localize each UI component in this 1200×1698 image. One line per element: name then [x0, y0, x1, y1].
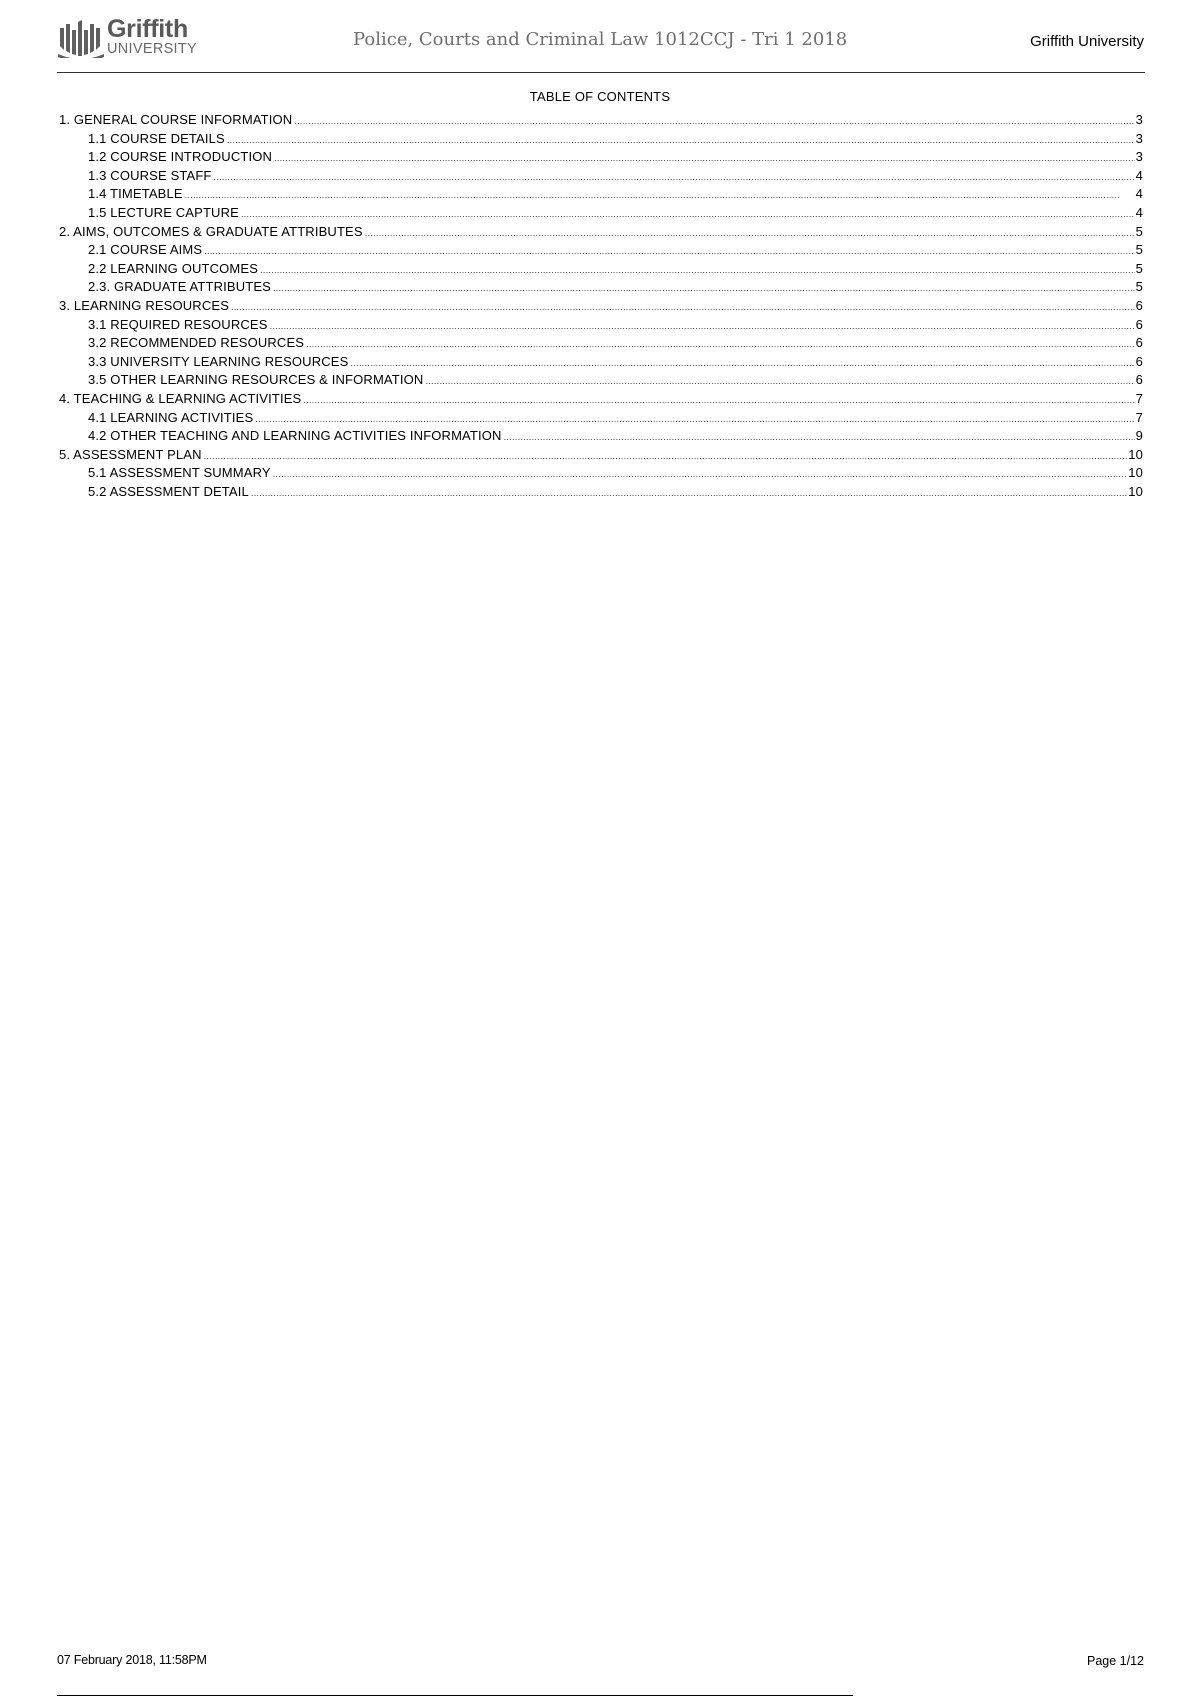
- toc-entry-label: 4.2 OTHER TEACHING AND LEARNING ACTIVITIES INFORMATION: [88, 428, 502, 444]
- toc-entry-label: 2.1 COURSE AIMS: [88, 242, 203, 258]
- toc-entry-page-number: 3: [1135, 130, 1143, 146]
- toc-subsection-entry[interactable]: [88, 261, 1143, 277]
- toc-entry-page-number: 5: [1135, 279, 1143, 295]
- toc-subsection-entry[interactable]: [88, 335, 1143, 351]
- toc-entry-label: 3.1 REQUIRED RESOURCES: [88, 316, 268, 332]
- toc-section-entry[interactable]: [59, 447, 1143, 463]
- toc-entry-label: 4. TEACHING & LEARNING ACTIVITIES: [59, 391, 302, 406]
- toc-dot-leader: [270, 318, 1135, 334]
- toc-dot-leader: [273, 280, 1135, 296]
- toc-dot-leader: [425, 373, 1134, 389]
- toc-entry-page-number: 6: [1135, 335, 1143, 351]
- toc-subsection-entry[interactable]: [88, 372, 1143, 388]
- toc-entry-label: 5. ASSESSMENT PLAN: [59, 446, 202, 462]
- toc-entry-label: 1.2 COURSE INTRODUCTION: [88, 149, 273, 165]
- toc-entry-page-number: 10: [1128, 446, 1143, 462]
- toc-dot-leader: [241, 206, 1135, 222]
- toc-entry-page-number: 4: [1135, 167, 1143, 183]
- toc-heading: TABLE OF CONTENTS: [529, 89, 671, 104]
- toc-subsection-entry[interactable]: [88, 279, 1143, 295]
- toc-subsection-entry[interactable]: [88, 410, 1143, 426]
- toc-subsection-entry[interactable]: [88, 205, 1143, 221]
- toc-dot-leader: [260, 262, 1135, 278]
- toc-entry-page-number: 5: [1135, 223, 1143, 239]
- toc-dot-leader: [204, 243, 1134, 259]
- toc-entry-label: 5.2 ASSESSMENT DETAIL: [88, 484, 249, 499]
- toc-dot-leader: [255, 411, 1134, 427]
- toc-dot-leader: [227, 132, 1135, 148]
- toc-entry-label: 1.4 TIMETABLE: [88, 186, 183, 202]
- page-header: [57, 15, 1145, 73]
- toc-entry-page-number: 6: [1135, 298, 1143, 313]
- toc-dot-leader: [231, 299, 1135, 315]
- toc-subsection-entry[interactable]: [88, 317, 1143, 333]
- toc-entry-page-number: 7: [1135, 409, 1143, 425]
- toc-dot-leader: [365, 225, 1135, 241]
- toc-entry-page-number: 3: [1135, 112, 1143, 127]
- toc-dot-leader: [251, 485, 1127, 501]
- toc-entry-label: 3.3 UNIVERSITY LEARNING RESOURCES: [88, 353, 349, 369]
- toc-entry-label: 1. GENERAL COURSE INFORMATION: [59, 112, 293, 127]
- toc-dot-leader: [303, 392, 1134, 408]
- toc-entry-label: 3.2 RECOMMENDED RESOURCES: [88, 335, 305, 351]
- toc-entry-label: 2.3. GRADUATE ATTRIBUTES: [88, 279, 271, 295]
- toc-entry-page-number: 7: [1135, 391, 1143, 406]
- toc-dot-leader: [274, 150, 1135, 166]
- toc-subsection-entry[interactable]: [88, 428, 1143, 444]
- toc-dot-leader: [204, 448, 1128, 464]
- toc-section-entry[interactable]: [59, 224, 1143, 240]
- organisation-name: Griffith University: [1030, 33, 1144, 50]
- toc-subsection-entry[interactable]: [88, 186, 1143, 202]
- toc-entry-label: 3.5 OTHER LEARNING RESOURCES & INFORMATION: [88, 372, 424, 388]
- toc-section-entry[interactable]: [59, 391, 1143, 407]
- toc-entry-page-number: 6: [1135, 353, 1143, 369]
- toc-entry-page-number: 9: [1135, 428, 1143, 444]
- logo-subtitle: UNIVERSITY: [107, 41, 198, 57]
- toc-subsection-entry[interactable]: [88, 149, 1143, 165]
- toc-subsection-entry[interactable]: [88, 242, 1143, 258]
- logo-wordmark: Griffith: [107, 15, 188, 43]
- toc-subsection-entry[interactable]: [88, 168, 1143, 184]
- griffith-crest-icon: [58, 20, 104, 58]
- toc-subsection-entry[interactable]: [88, 484, 1143, 500]
- toc-entry-page-number: 5: [1135, 260, 1143, 276]
- toc-dot-leader: [504, 429, 1135, 445]
- toc-entry-page-number: 5: [1135, 242, 1143, 258]
- toc-entry-label: 2. AIMS, OUTCOMES & GRADUATE ATTRIBUTES: [59, 223, 363, 239]
- griffith-logo: [58, 15, 218, 60]
- toc-dot-leader: [306, 336, 1134, 352]
- toc-section-entry[interactable]: [59, 298, 1143, 314]
- toc-entry-page-number: 3: [1135, 149, 1143, 165]
- toc-section-entry[interactable]: [59, 112, 1143, 128]
- toc-subsection-entry[interactable]: [88, 465, 1143, 481]
- toc-entry-page-number: 6: [1135, 372, 1143, 388]
- toc-entry-page-number: 6: [1135, 316, 1143, 332]
- toc-dot-leader: [294, 113, 1134, 129]
- toc-entry-label: 1.3 COURSE STAFF: [88, 167, 212, 183]
- toc-dot-leader: [273, 466, 1128, 482]
- toc-entry-label: 3. LEARNING RESOURCES: [59, 298, 230, 313]
- toc-entry-label: 1.5 LECTURE CAPTURE: [88, 205, 239, 220]
- toc-entry-label: 2.2 LEARNING OUTCOMES: [88, 260, 259, 276]
- toc-entry-label: 5.1 ASSESSMENT SUMMARY: [88, 465, 271, 481]
- toc-dot-leader: [214, 169, 1135, 185]
- toc-entry-label: 4.1 LEARNING ACTIVITIES: [88, 409, 254, 425]
- footer-timestamp: 07 February 2018, 11:58PM: [57, 1653, 207, 1667]
- toc-entry-label: 1.1 COURSE DETAILS: [88, 130, 225, 146]
- toc-entry-page-number: 10: [1128, 484, 1143, 499]
- footer-rule: [57, 1695, 853, 1696]
- toc-subsection-entry[interactable]: [88, 131, 1143, 147]
- toc-entry-page-number: 4: [1135, 205, 1143, 220]
- toc-dot-leader: [350, 355, 1134, 371]
- toc-dot-leader: [185, 187, 1135, 203]
- toc-subsection-entry[interactable]: [88, 354, 1143, 370]
- footer-page-indicator: Page 1/12: [1087, 1654, 1144, 1668]
- toc-entry-page-number: 10: [1128, 465, 1143, 481]
- toc-entry-page-number: 4: [1135, 186, 1143, 202]
- document-title: Police, Courts and Criminal Law 1012CCJ - Tri 1 2018: [353, 29, 848, 50]
